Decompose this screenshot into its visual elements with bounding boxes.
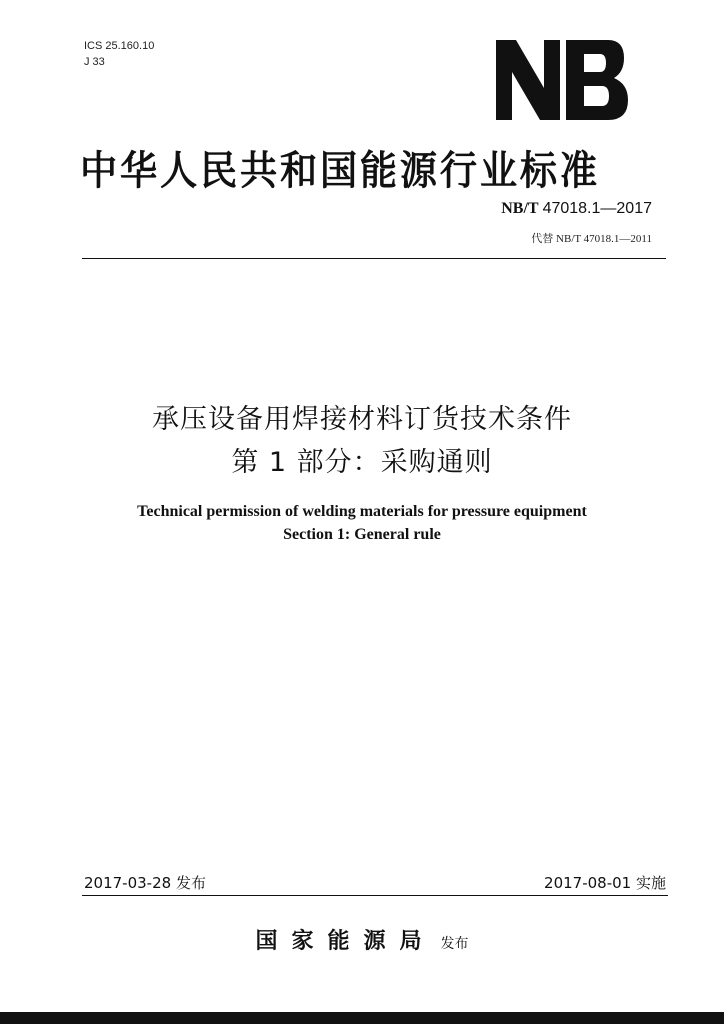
- english-title-line-1: Technical permission of welding materials for pressure equipment: [137, 503, 587, 520]
- nb-logo: [496, 40, 628, 120]
- standard-code: 47018.1—2017: [542, 200, 652, 217]
- implementation-date: 2017-08-01 实施: [544, 874, 666, 892]
- english-title-line-2: Section 1: General rule: [283, 526, 441, 543]
- classification-codes: [84, 38, 154, 70]
- issuer-name: 国家能源局: [255, 928, 436, 954]
- chinese-title-line-2: 第 1 部分：采购通则: [231, 447, 493, 478]
- replaces-standard: 代替 NB/T 47018.1—2011: [531, 233, 652, 245]
- chinese-title-line-1: 承压设备用焊接材料订货技术条件: [152, 404, 572, 435]
- standard-number: [501, 200, 652, 218]
- header-divider: [82, 258, 666, 259]
- national-standard-title: 中华人民共和国能源行业标准: [80, 147, 600, 194]
- footer-divider: [82, 895, 668, 896]
- issuer-suffix: 发布: [440, 936, 469, 952]
- ccs-code: J 33: [84, 56, 105, 68]
- scan-edge-bar: [0, 1012, 724, 1024]
- issue-date: 2017-03-28 发布: [84, 874, 206, 892]
- standard-prefix: NB/T: [501, 200, 539, 217]
- ics-code: ICS 25.160.10: [84, 40, 155, 52]
- issuing-authority: [0, 924, 724, 955]
